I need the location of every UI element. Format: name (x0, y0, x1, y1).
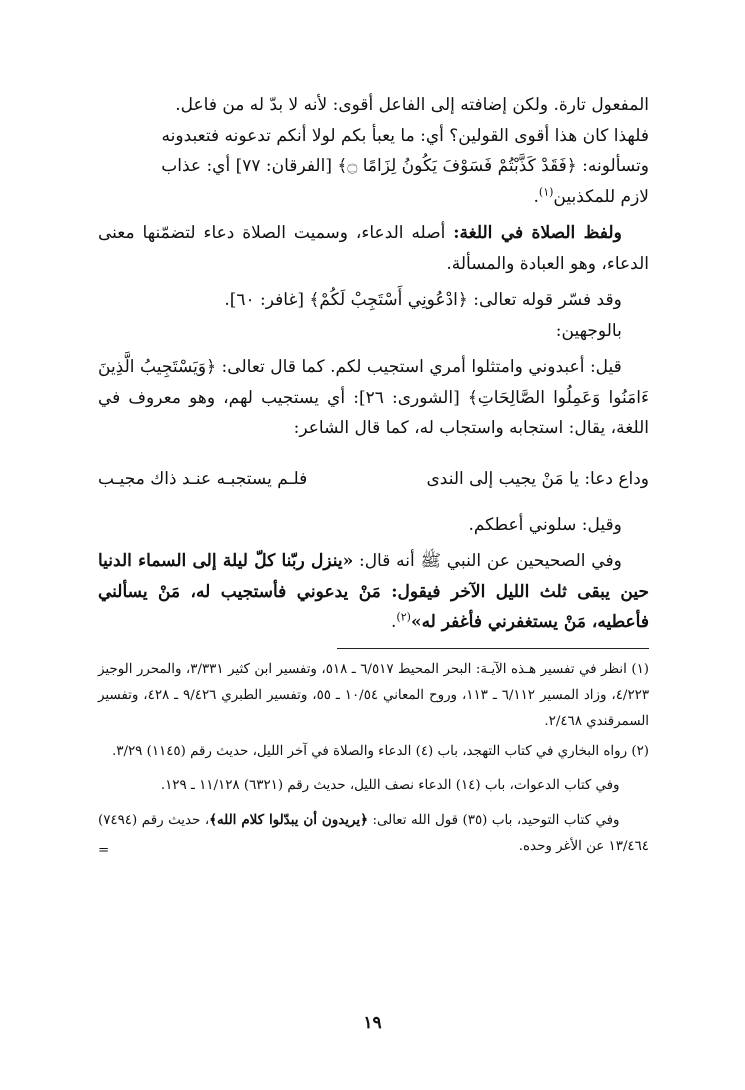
text-fragment: لازم للمكذبين (553, 186, 649, 207)
main-text (98, 90, 649, 638)
page-number: ١٩ (363, 1013, 382, 1033)
footnote-1: (١) انظر في تفسير هـذه الآيـة: البحر المحيط ٦/٥١٧ ـ ٥١٨، وتفسير ابن كثير ٣/٣٣١، والمحرر الوجيز ٤/٢٢٣، وزاد المسير ٦/١١٢ ـ ١١٣، وروح المعاني ١٠/٥٤ ـ ٥٥، وتفسير الطبري ٩/٤٢٦ ـ ٤٢٨، وتفسير السمرقندي ٢/٤٦٨. (98, 661, 650, 729)
footnotes (98, 657, 649, 864)
footnote-ref-1: (١) (538, 184, 554, 198)
text-line: المفعول تارة. ولكن إضافته إلى الفاعل أقوى: لأنه لا بدّ له من فاعل. (175, 95, 649, 115)
period: . (533, 186, 539, 207)
continuation-mark: = (98, 842, 110, 858)
poetry-second-hemistich: فلـم يستجبـه عنـد ذاك مجيـب (98, 468, 308, 489)
bilwajhayn-line: بالوجهين: (555, 320, 622, 341)
hadith-intro: وفي الصحيحين عن النبي ﷺ أنه قال: (353, 551, 622, 571)
text-line (98, 182, 649, 213)
tafsir-line: وقد فسّر قوله تعالى: ﴿ادْعُونِي أَسْتَجِبْ لَكُمْ﴾ [غافر: ٦٠]. (224, 290, 622, 310)
text-line: فلهذا كان هذا أقوى القولين؟ أي: ما يعبأ بكم لولا أنكم تدعونه فتعبدونه (161, 125, 649, 146)
hadith-paragraph (98, 546, 649, 638)
salat-term: ولفظ الصلاة في اللغة: (453, 223, 622, 243)
wa-qila-line: وقيل: سلوني أعطكم. (468, 514, 622, 535)
text-line: وتسألونه: ﴿فَقَدْ كَذَّبْتُمْ فَسَوْفَ يَكُونُ لِزَامًا ۝﴾ [الفرقان: ٧٧] أي: عذاب (161, 156, 649, 176)
period: . (391, 612, 397, 632)
footnote-ref-2: (٢) (396, 610, 411, 624)
footnote-divider (337, 648, 649, 649)
salat-paragraph (98, 218, 649, 279)
footnote-2-part-b: وفي كتاب الدعوات، باب (١٤) الدعاء نصف الليل، حديث رقم (٦٣٢١) ١١/١٢٨ ـ ١٢٩. (160, 777, 620, 793)
footnote-2-c-rest: ، حديث رقم (٧٤٩٤) ١٣/٤٦٤ عن الأغر وحده. (98, 812, 649, 854)
footnote-2-c-verse: ﴿يريدون أن يبدّلوا كلام الله﴾ (209, 811, 368, 828)
salat-definition: أصله الدعاء، وسميت الصلاة دعاء لتضمّنها معنى الدعاء، وهو العبادة والمسألة. (98, 223, 649, 274)
footnote-2: (٢) رواه البخاري في كتاب التهجد، باب (٤) الدعاء والصلاة في آخر الليل، حديث رقم (١١٤٥) ٣/٢٩. (111, 743, 649, 759)
footnote-2-c-intro: وفي كتاب التوحيد، باب (٣٥) قول الله تعالى: (367, 812, 620, 828)
hadith-text: «ينزل ربّنا كلّ ليلة إلى السماء الدنيا حين يبقى ثلث الليل الآخر فيقول: مَنْ يدعوني فأستجيب له، مَنْ يسألني فأعطيه، مَنْ يستغفرني فأغفر له» (98, 551, 649, 632)
poetry-first-hemistich: وداع دعا: يا مَنْ يجيب إلى الندى (426, 468, 649, 489)
qila-paragraph: قيل: أعبدوني وامتثلوا أمري استجيب لكم. كما قال تعالى: ﴿وَيَسْتَجِيبُ الَّذِينَ ءَامَنُوا وَعَمِلُوا الصَّالِحَاتِ﴾ [الشورى: ٢٦]: أي يستجيب لهم، وهو معروف في اللغة، يقال: استجابه واستجاب له، كما قال الشاعر: (98, 357, 649, 438)
poetry-verse (98, 464, 649, 494)
